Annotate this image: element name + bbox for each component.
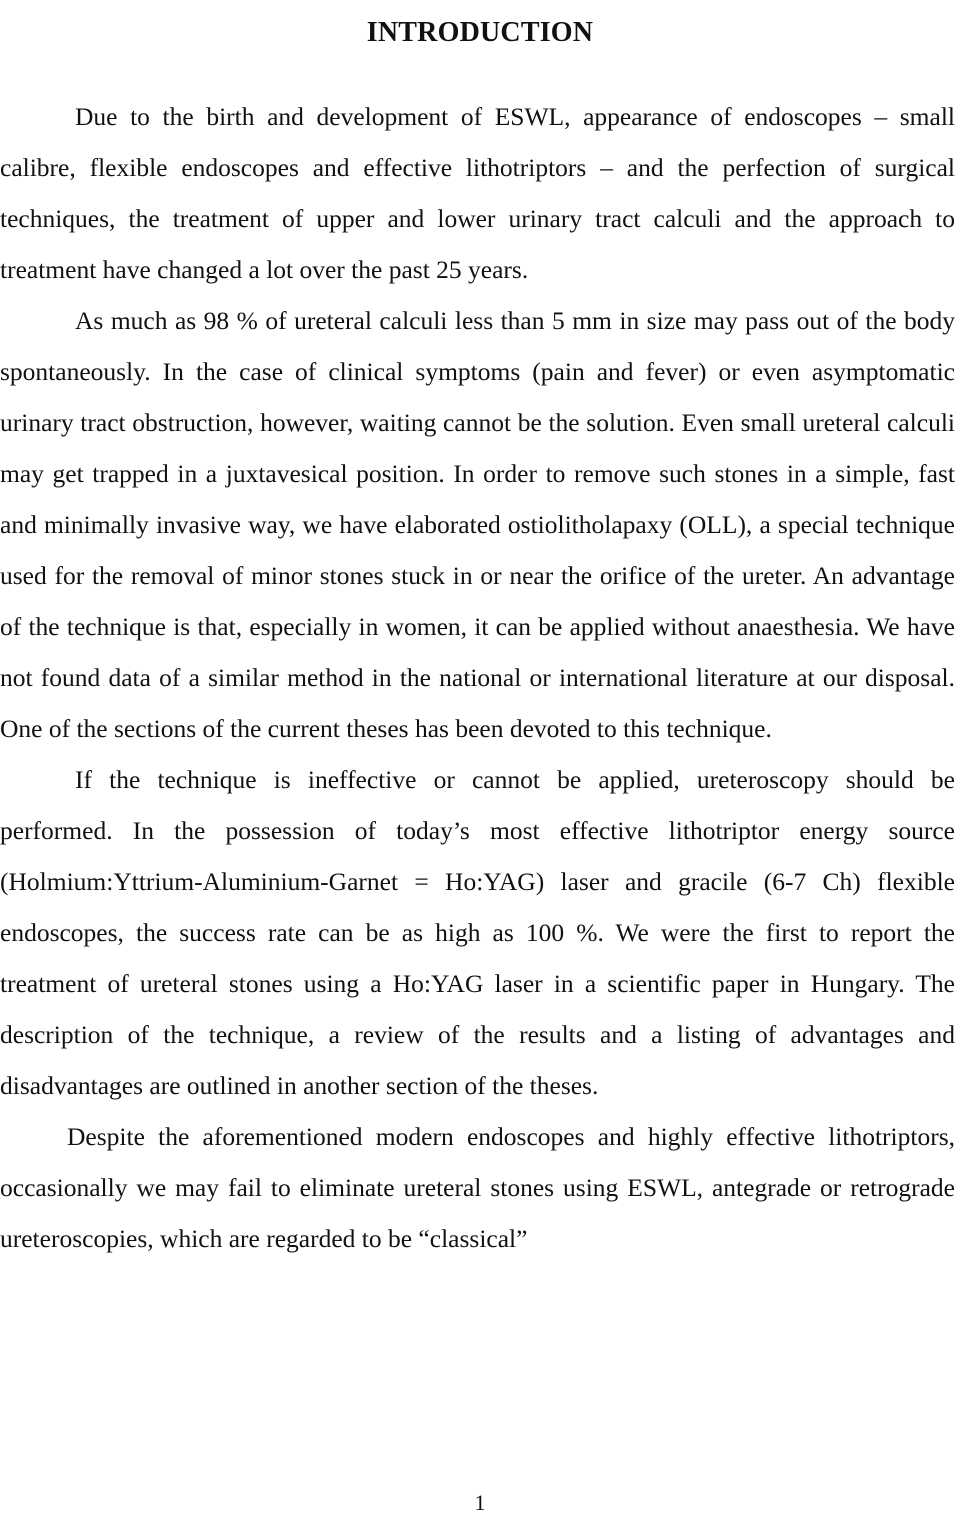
body-text [0,91,955,1264]
paragraph-2: As much as 98 % of ureteral calculi less than 5 mm in size may pass out of the body spontaneously. In the case of clinical symptoms (pain and fever) or even asymptomatic urinary tract obstruction, however, waiting cannot be the solution. Even small ureteral calculi may get trapped in a juxtavesical position. In order to remove such stones in a simple, fast and minimally invasive way, we have elaborated ostiolitholapaxy (OLL), a special technique used for the removal of minor stones stuck in or near the orifice of the ureter. An advantage of the technique is that, especially in women, it can be applied without anaesthesia. We have not found data of a similar method in the national or international literature at our disposal. One of the sections of the current theses has been devoted to this technique. [0,306,955,743]
paragraph-4: Despite the aforementioned modern endoscopes and highly effective lithotriptors, occasionally we may fail to eliminate ureteral stones using ESWL, antegrade or retrograde ureteroscopies, which are regarded to be “classical” [0,1122,955,1253]
page-title: INTRODUCTION [366,16,594,48]
paragraph-3: If the technique is ineffective or cannot be applied, ureteroscopy should be performed. In the possession of today’s most effective lithotriptor energy source (Holmium:Yttrium-Aluminium-Garnet = Ho:YAG) laser and gracile (6-7 Ch) flexible endoscopes, the success rate can be as high as 100 %. We were the first to report the treatment of ureteral stones using a Ho:YAG laser in a scientific paper in Hungary. The description of the technique, a review of the results and a listing of advantages and disadvantages are outlined in another section of the theses. [0,765,955,1100]
page-number: 1 [474,1490,486,1515]
paragraph-1: Due to the birth and development of ESWL, appearance of endoscopes – small calibre, flexible endoscopes and effective lithotriptors – and the perfection of surgical techniques, the treatment of upper and lower urinary tract calculi and the approach to treatment have changed a lot over the past 25 years. [0,102,955,284]
